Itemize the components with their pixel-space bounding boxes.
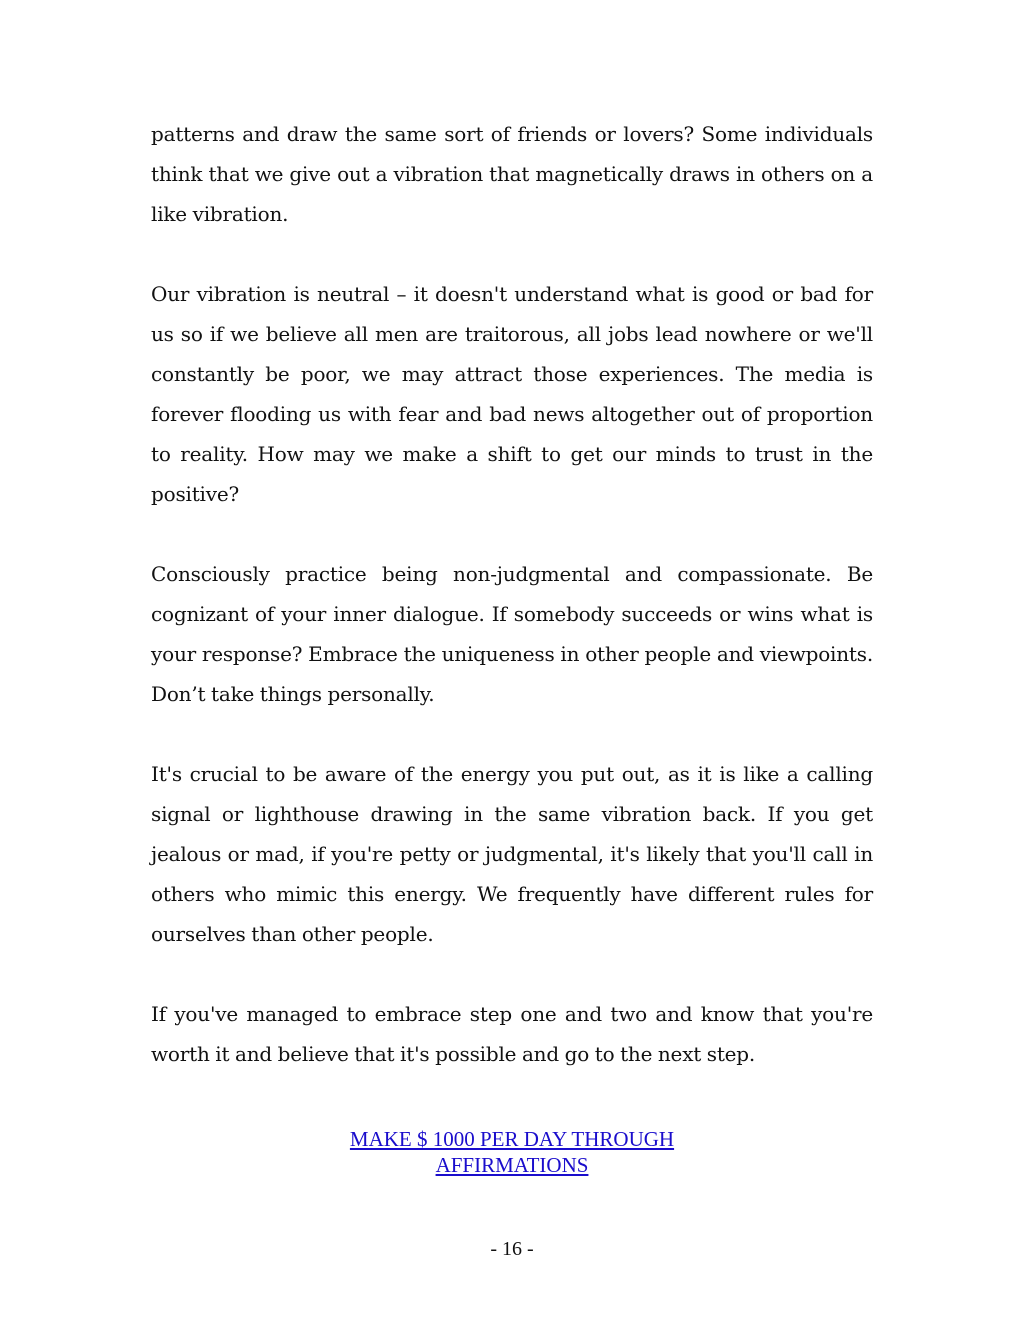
affirmations-link[interactable] [350, 1127, 674, 1177]
paragraph: patterns and draw the same sort of friends or lovers? Some individuals think that we give out a vibration that magnetically draws in others on a like vibration. [151, 122, 873, 226]
paragraph: It's crucial to be aware of the energy you put out, as it is like a calling signal or lighthouse drawing in the same vibration back. If you get jealous or mad, if you're petty or judgmental, it's likely that you'll call in others who mimic this energy. We frequently have different rules for ourselves than other people. [151, 762, 873, 946]
affirmations-link-block [151, 1126, 873, 1178]
affirmations-link-line1: MAKE $ 1000 PER DAY THROUGH [349, 1127, 675, 1151]
paragraph: Consciously practice being non-judgmental and compassionate. Be cognizant of your inner dialogue. If somebody succeeds or wins what is your response? Embrace the uniqueness in other people and viewpoints. Don’t take things personally. [151, 562, 873, 706]
document-body [151, 114, 873, 1114]
affirmations-link-line2: AFFIRMATIONS [435, 1153, 589, 1177]
paragraph: Our vibration is neutral – it doesn't understand what is good or bad for us so if we believe all men are traitorous, all jobs lead nowhere or we'll constantly be poor, we may attract those experiences. The media is forever flooding us with fear and bad news altogether out of proportion to reality. How may we make a shift to get our minds to trust in the positive? [151, 282, 873, 506]
page-number: - 16 - [490, 1238, 534, 1260]
paragraph: If you've managed to embrace step one and two and know that you're worth it and believe that it's possible and go to the next step. [151, 1002, 873, 1066]
